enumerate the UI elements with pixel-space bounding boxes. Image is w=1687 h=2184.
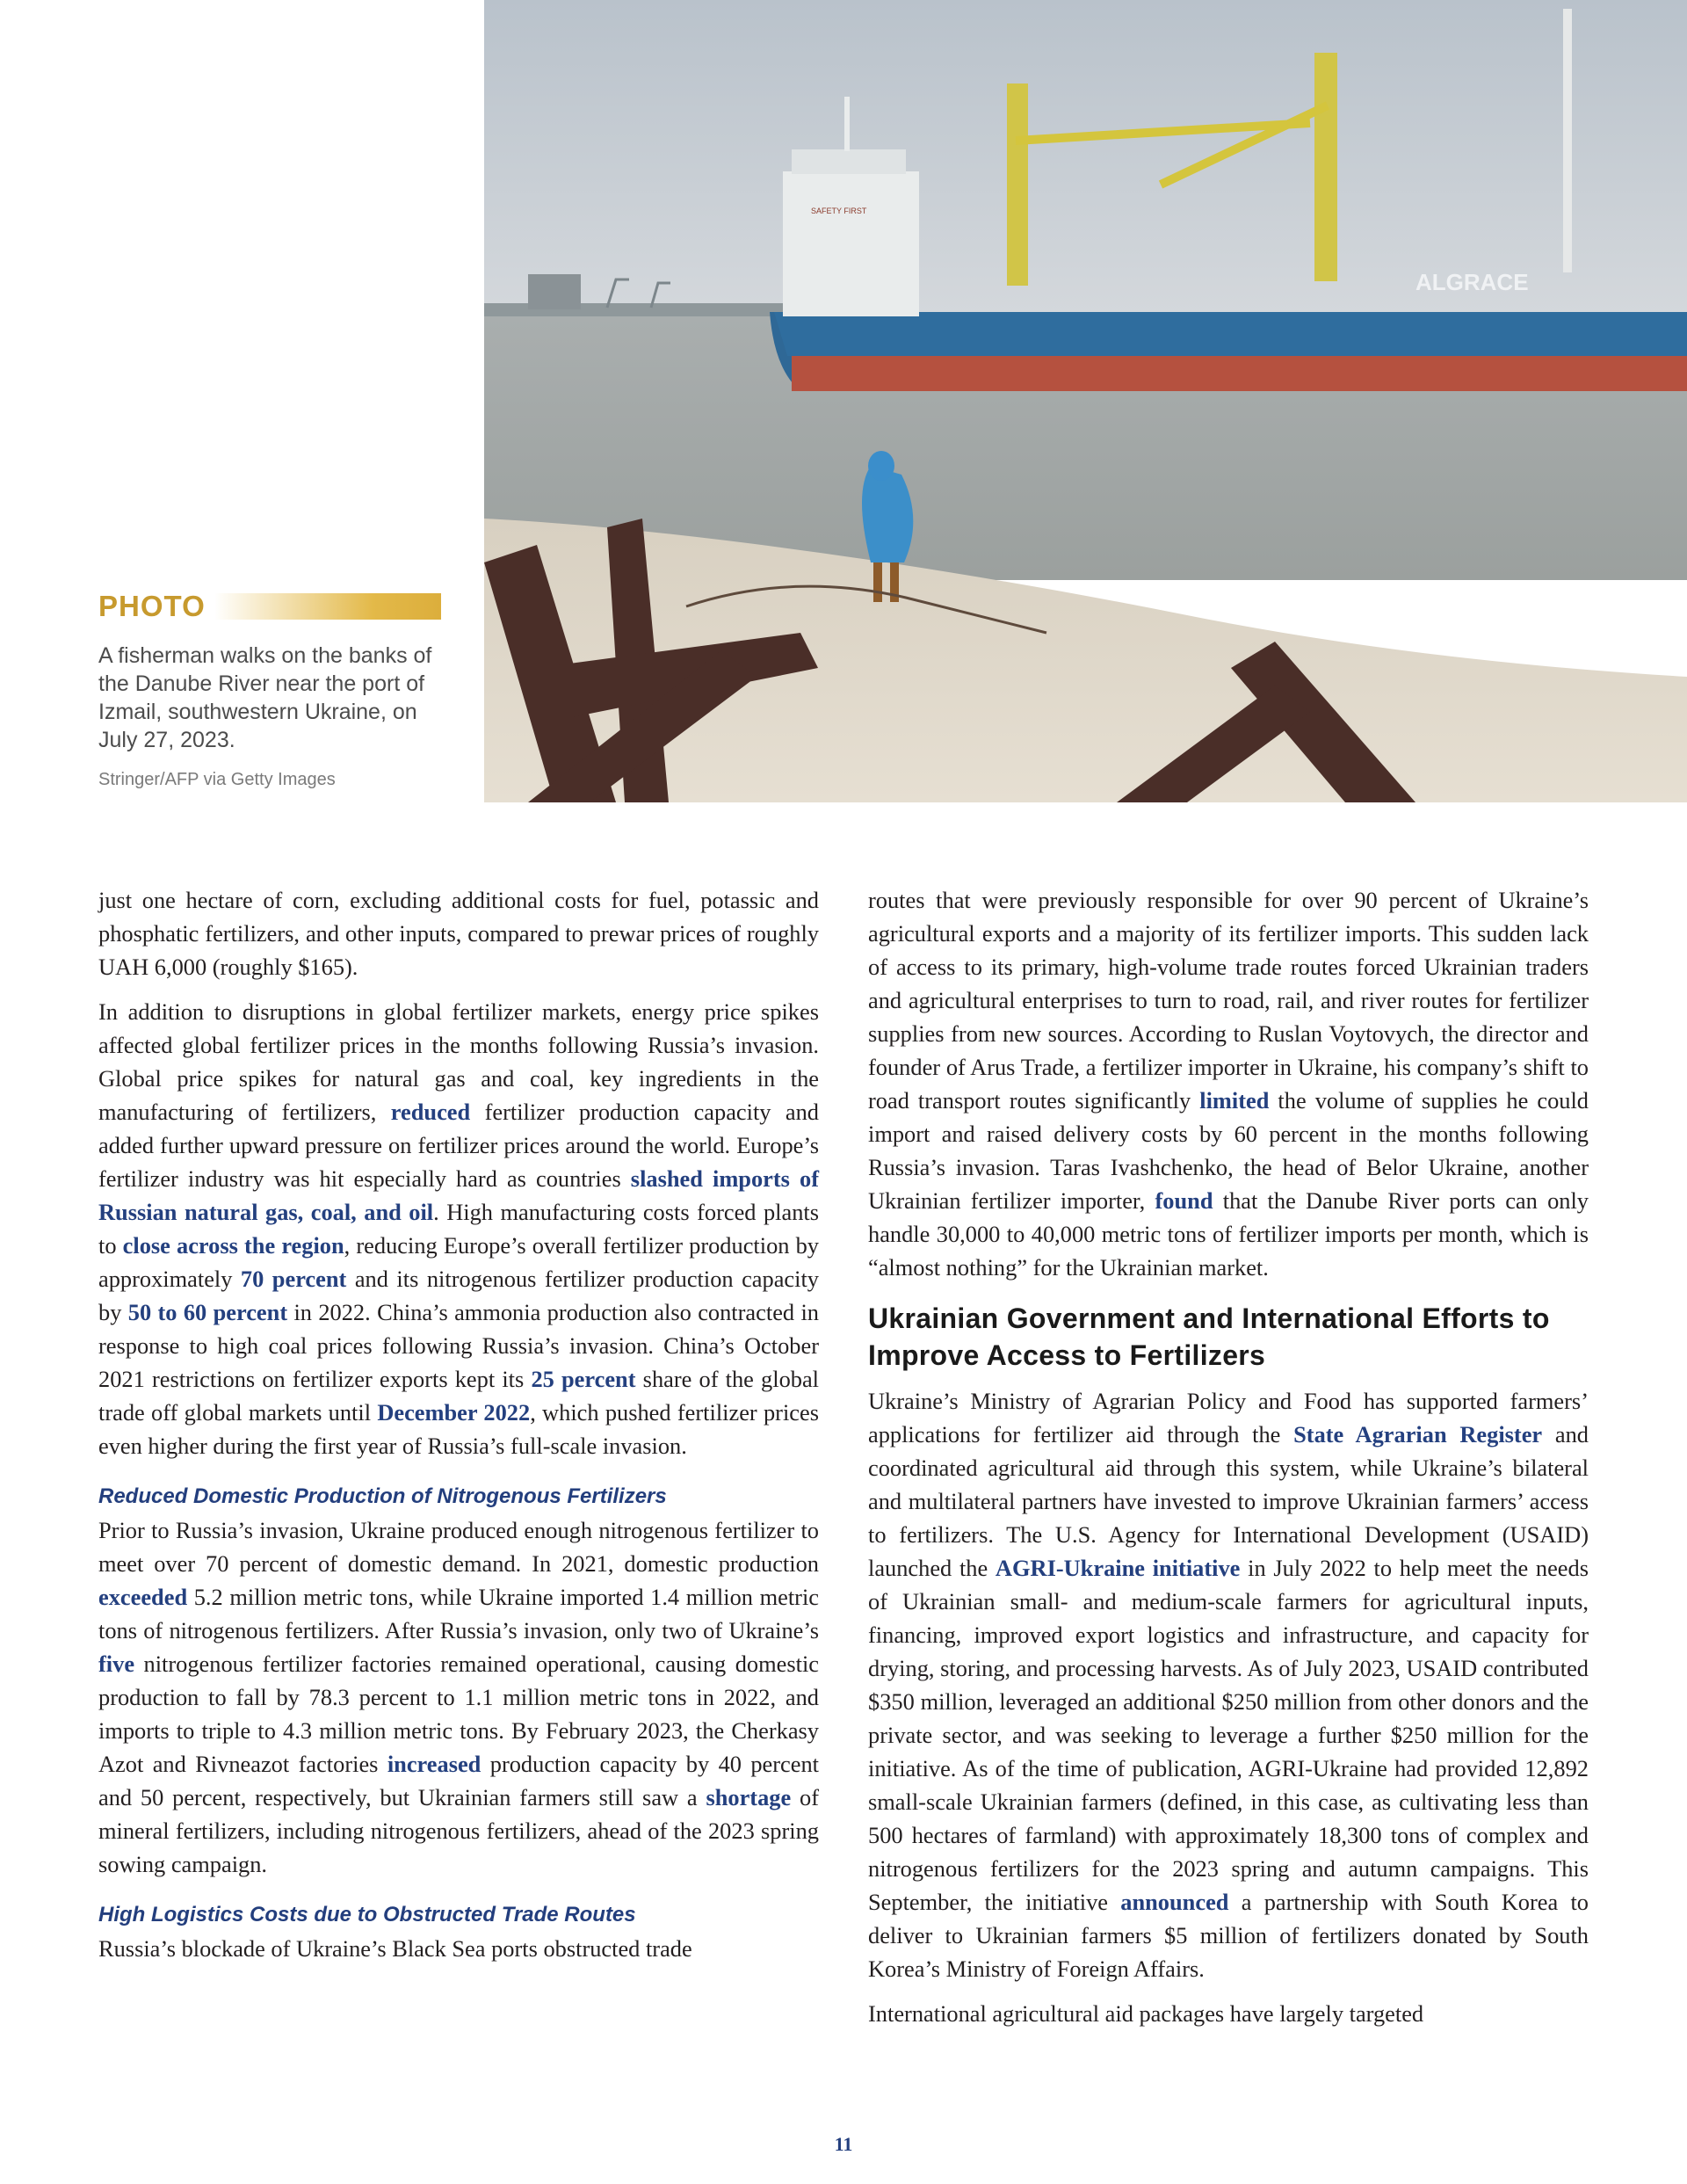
link[interactable]: close across the region (122, 1232, 344, 1259)
hero-photo (484, 0, 1687, 802)
link[interactable]: announced (1120, 1889, 1229, 1915)
caption-text: A fisherman walks on the banks of the Danube River near the port of Izmail, southwestern Ukraine, on July 27, 2023. (98, 643, 432, 752)
paragraph: just one hectare of corn, excluding additional costs for fuel, potassic and phosphatic fertilizers, and other inputs, compared to prewar prices of roughly UAH 6,000 (roughly $165). (98, 887, 819, 980)
link[interactable]: 25 percent (531, 1366, 636, 1392)
paragraph: Prior to Russia’s invasion, Ukraine produced enough nitrogenous fertilizer to meet over 70 percent of domestic demand. In 2021, domestic production exceeded 5.2 million metric tons, while Ukraine imported 1.4 million metric tons of nitrogenous fertilizers. After Russia’s invasion, only two of Ukraine’s five nitrogenous fertilizer factories remained operational, causing domestic production to fall by 78.3 percent to 1.1 million metric tons in 2022, and imports to triple to 4.3 million metric tons. By February 2023, the Cherkasy Azot and Rivneazot factories increased production capacity by 40 percent and 50 percent, respectively, but Ukrainian farmers still saw a shortage of mineral fertilizers, including nitrogenous fertilizers, ahead of the 2023 spring sowing campaign. (98, 1517, 820, 1877)
link[interactable]: slashed imports of Russian natural gas, coal, and oil (98, 1165, 819, 1225)
left-column (98, 883, 819, 1977)
link[interactable]: reduced (390, 1099, 471, 1125)
ship-hull-blue (774, 312, 1687, 356)
ship-crane-1 (1007, 83, 1028, 286)
link[interactable]: exceeded (98, 1584, 188, 1610)
ship-crane-2 (1314, 53, 1337, 281)
distant-silo (528, 274, 581, 309)
link[interactable]: 70 percent (240, 1266, 347, 1292)
paragraph: Ukraine’s Ministry of Agrarian Policy and Food has supported farmers’ applications for fertilizer aid through the State Agrarian Register and coordinated agricultural aid through this system, while Ukraine’s bilateral and multilateral partners have invested to improve Ukrainian farmers’ access to fertilizers. The U.S. Agency for International Development (USAID) launched the AGRI-Ukraine initiative in July 2022 to help meet the needs of Ukrainian small- and medium-scale farmers for agricultural inputs, financing, improved export logistics and infrastructure, and capacity for drying, storing, and processing harvests. As of July 2023, USAID contributed $350 million, leveraged an additional $250 million from other donors and the private sector, and was seeking to leverage a further $250 million for the initiative. As of the time of publication, AGRI-Ukraine had provided 12,892 small-scale Ukrainian farmers (defined, in this case, as cultivating less than 500 hectares of farmland) with approximately 18,300 tons of complex and nitrogenous fertilizers for the 2023 spring and autumn campaigns. This September, the initiative announced a partnership with South Korea to deliver to Ukrainian farmers $5 million of fertilizers donated by South Korea’s Ministry of Foreign Affairs. (868, 1388, 1589, 1982)
section-heading: Ukrainian Government and International Efforts to Improve Access to Fertilizers (868, 1302, 1550, 1371)
caption-label: PHOTO (98, 590, 206, 622)
link[interactable]: December 2022 (377, 1399, 531, 1426)
ship-sign-text: SAFETY FIRST (811, 207, 867, 215)
subheading: Reduced Domestic Production of Nitrogenous Fertilizers (98, 1484, 667, 1508)
photo-caption (98, 587, 441, 790)
caption-header (98, 587, 441, 626)
photo-credit: Stringer/AFP via Getty Images (98, 770, 336, 789)
ship-mast (844, 97, 850, 151)
paragraph: International agricultural aid packages have largely targeted (868, 2000, 1424, 2027)
link[interactable]: AGRI-Ukraine initiative (995, 1555, 1241, 1581)
right-column (868, 883, 1589, 2042)
caption-gold-bar (214, 593, 441, 620)
paragraph: In addition to disruptions in global fertilizer markets, energy price spikes affected global fertilizer prices in the months following Russia’s invasion. Global price spikes for natural gas and coal, key ingredients in the manufacturing of fertilizers, reduced fertilizer production capacity and added further upward pressure on fertilizer prices around the world. Europe’s fertilizer industry was hit especially hard as countries slashed imports of Russian natural gas, coal, and oil. High manufacturing costs forced plants to close across the region, reducing Europe’s overall fertilizer production by approximately 70 percent and its nitrogenous fertilizer production capacity by 50 to 60 percent in 2022. China’s ammonia production also contracted in response to high coal prices following Russia’s invasion. China’s October 2021 restrictions on fertilizer exports kept its 25 percent share of the global trade off global markets until December 2022, which pushed fertilizer prices even higher during the first year of Russia’s full-scale invasion. (98, 998, 820, 1459)
link[interactable]: five (98, 1651, 135, 1677)
ship-forward-mast (1563, 9, 1572, 272)
ship-hull-red (792, 352, 1687, 391)
link[interactable]: increased (387, 1751, 481, 1777)
page-number: 11 (834, 2133, 853, 2155)
link[interactable]: 50 to 60 percent (127, 1299, 288, 1325)
subheading: High Logistics Costs due to Obstructed Trade Routes (98, 1903, 636, 1926)
ship-bridge-top (792, 149, 906, 174)
link[interactable]: limited (1199, 1087, 1270, 1114)
ship-name-text: ALGRACE (1415, 269, 1529, 295)
link[interactable]: State Agrarian Register (1293, 1421, 1543, 1448)
paragraph: routes that were previously responsible for over 90 percent of Ukraine’s agricultural exports and a majority of its fertilizer imports. This sudden lack of access to its primary, high-volume trade routes forced Ukrainian traders and agricultural enterprises to turn to road, rail, and river routes for fertilizer supplies from new sources. According to Ruslan Voytovych, the director and founder of Arus Trade, a fertilizer importer in Ukraine, his company’s shift to road transport routes significantly limited the volume of supplies he could import and raised delivery costs by 60 percent in the months following Russia’s invasion. Taras Ivashchenko, the head of Belor Ukraine, another Ukrainian fertilizer importer, found that the Danube River ports can only handle 30,000 to 40,000 metric tons of fertilizer imports per month, which is “almost nothing” for the Ukrainian market. (868, 887, 1589, 1281)
paragraph: Russia’s blockade of Ukraine’s Black Sea ports obstructed trade (98, 1935, 692, 1962)
link[interactable]: found (1155, 1187, 1213, 1214)
ship-bridge (783, 171, 919, 316)
link[interactable]: shortage (706, 1784, 792, 1810)
